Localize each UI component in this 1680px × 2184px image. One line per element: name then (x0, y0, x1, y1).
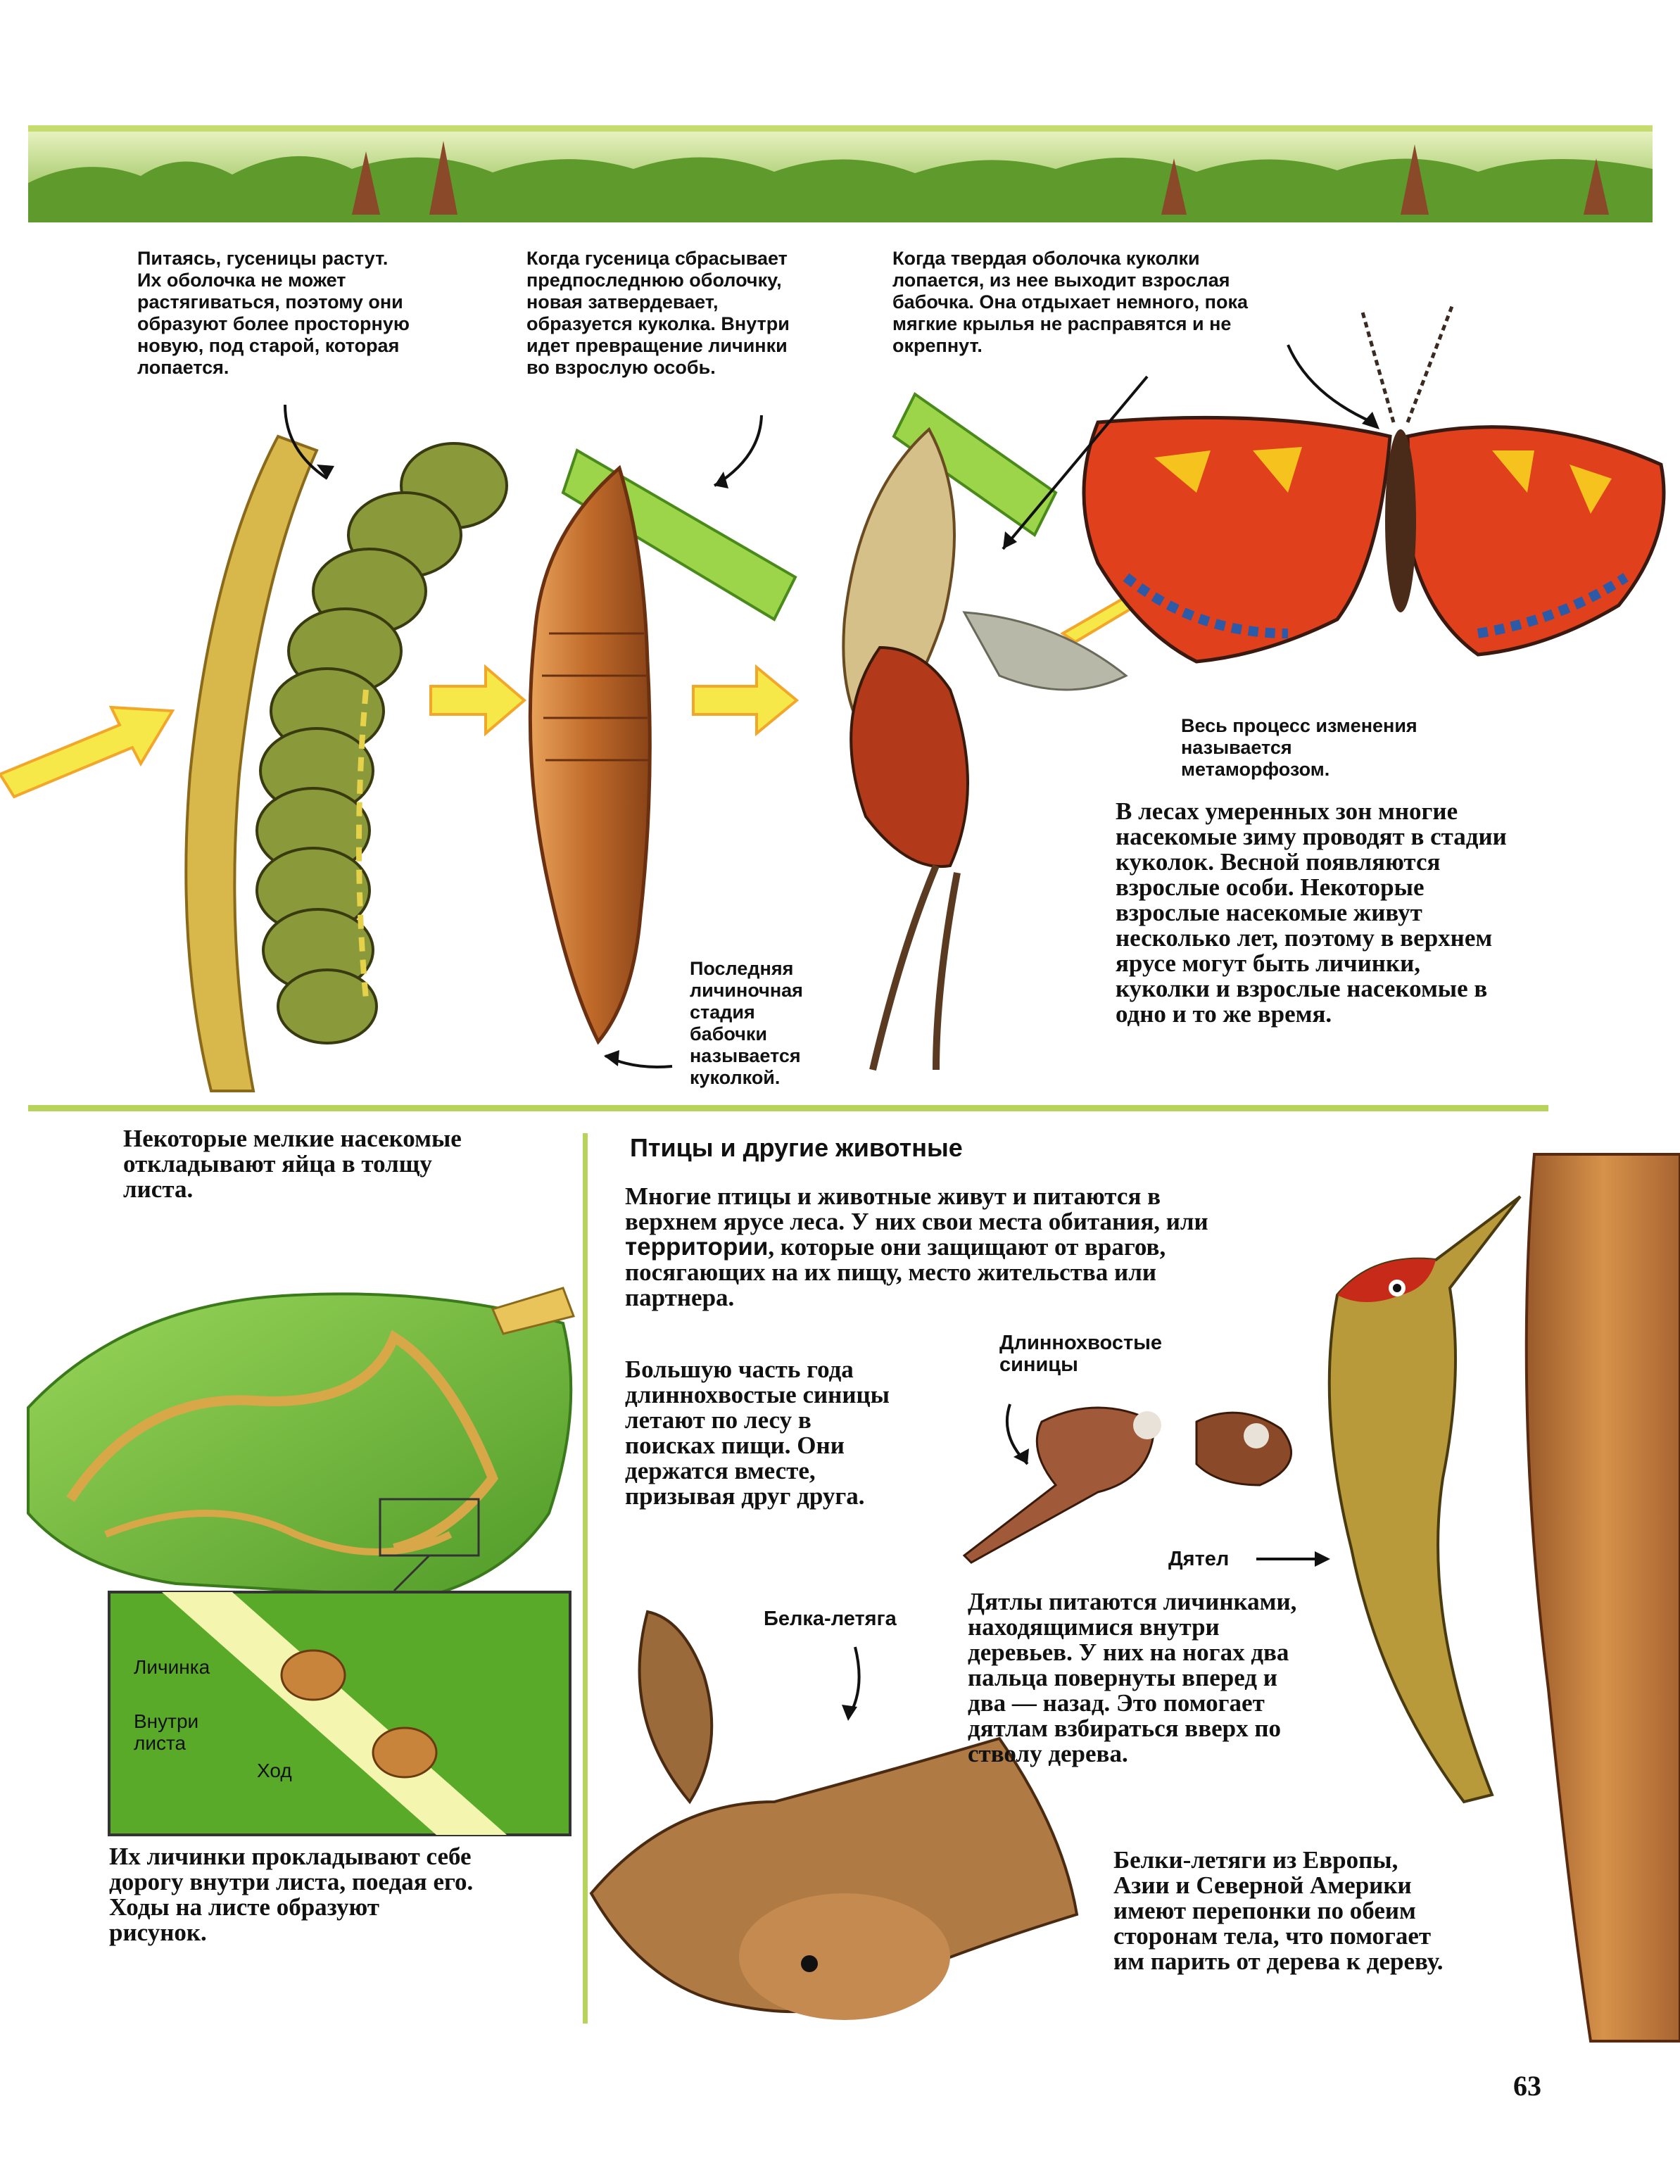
label-long-tailed-tits: Длиннохвостые синицы (999, 1332, 1163, 1376)
caption-caterpillar-growth: Питаясь, гусеницы растут. Их оболочка не может растягиваться, поэтому они образуют более просторную новую, под старой, которая лопается. (137, 248, 410, 378)
label-tunnel: Ход (257, 1760, 292, 1781)
paragraph-birds-intro (625, 1184, 1371, 1311)
paragraph-birds-intro-start: Многие птицы и животные живут и питаются в верхнем ярусе леса. У них свои места обитания, или (625, 1182, 1208, 1235)
paragraph-birds-intro-end: , которые они защищают от врагов, посягающих на их пищу, место жительства или партнера. (625, 1233, 1166, 1311)
paragraph-temperate-forests: В лесах умеренных зон многие насекомые зиму проводят в стадии куколок. Весной появляются взрослые особи. Некоторые взрослые насекомые живут несколько лет, поэтому в верхнем ярусе могут быть личинки, куколки и взрослые насекомые в одно и то же время. (1116, 797, 1507, 1028)
paragraph-larvae-tunnels: Их личинки прокладывают себе дорогу внутри листа, поедая его. Ходы на листе образуют рисунок. (109, 1843, 474, 1946)
label-larva: Личинка (134, 1656, 210, 1678)
forest-banner (28, 125, 1653, 222)
term-metamorphosis: метаморфозом. (1181, 759, 1330, 780)
page-number: 63 (1513, 2070, 1541, 2102)
label-flying-squirrel: Белка-летяга (764, 1608, 897, 1630)
long-tailed-tits-illustration (964, 1408, 1291, 1563)
label-inside-leaf: Внутри листа (134, 1710, 199, 1754)
caption-pupa-forming: Когда гусеница сбрасывает предпоследнюю оболочку, новая затвердевает, образуется куколка. Внутри идет превращение личинки во взрослую особь. (526, 248, 790, 378)
paragraph-woodpeckers: Дятлы питаются личинками, находящимися внутри деревьев. У них на ногах два пальца повернуты вперед и два — назад. Это помогает дятлам взбираться вверх по стволу дерева. (968, 1588, 1297, 1767)
caption-pupa-stage (690, 936, 852, 1111)
section-heading: Птицы и другие животные (630, 1133, 963, 1162)
caption-pupa-stage-text: Последняя личиночная стадия бабочки называется (690, 958, 803, 1066)
caption-metamorphosis (1181, 693, 1547, 802)
column-divider (583, 1133, 588, 2024)
paragraph-small-insects: Некоторые мелкие насекомые откладывают яйца в толщу листа. (123, 1125, 462, 1203)
caterpillar-illustration (186, 436, 507, 1091)
term-pupa: куколкой. (690, 1067, 781, 1088)
term-territories: территории (625, 1233, 769, 1261)
label-woodpecker: Дятел (1168, 1548, 1230, 1570)
caption-metamorphosis-text: Весь процесс изменения называется (1181, 715, 1417, 758)
paragraph-long-tailed-tits: Большую часть года длиннохвостые синицы летают по лесу в поисках пищи. Они держатся вместе, призывая друг друга. (625, 1356, 890, 1510)
leaf-illustration (28, 1288, 574, 1598)
caption-butterfly-emerges: Когда твердая оболочка куколки лопается, из нее выходит взрослая бабочка. Она отдыхает немного, пока мягкие крылья не расправятся и не окрепнут. (892, 248, 1248, 356)
paragraph-flying-squirrels: Белки-летяги из Европы, Азии и Северной Америки имеют перепонки по обеим сторонам тела, что помогает им парить от дерева к дереву. (1113, 1846, 1444, 1975)
